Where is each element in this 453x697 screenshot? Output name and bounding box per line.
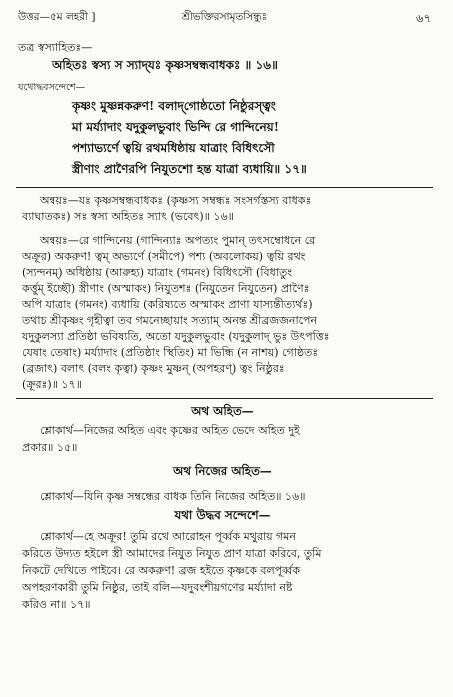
anvaya-17-line-3: (স্যন্দনম্‌) অধিষ্ঠায় (আরুহ্য) যাত্রাং (গমনং) বিধিৎসৌ (বিধাতুং: [22, 266, 292, 279]
shlokartha-17-line-4: অপহরণকারী তুমি নিষ্ঠুর, তাই বলি—যদুবংশীয়গণের মর্য্যাদা নষ্ট: [22, 581, 293, 594]
anvaya-17-line-4: কর্ত্তুম্‌ ইচ্ছৌ) স্ত্রীণাং (অস্মাকং) নিযুতশঃ (নিযুতেন নিযুতেন) প্রাণৈঃ: [22, 282, 310, 295]
shlokartha-17-line-1: শ্লোকার্থ—হে অক্রূর! তুমি রথে আরোহন পূর্ব্বক মথুরায় গমন: [40, 530, 296, 543]
anvaya-17-line-1: অন্বয়ঃ—রে গান্দিনেয় (গান্দিন্যাঃ অপত্যং পুমান্‌ তৎসম্বোধনে রে: [40, 234, 316, 247]
shlokartha-17-line-5: করিও না॥ ১৭॥: [22, 598, 91, 611]
shlokartha-16: শ্লোকার্থ—যিনি কৃষ্ণ সম্বন্ধের বাধক তিনি নিজের অহিত॥ ১৬॥: [40, 490, 306, 503]
page-number: ৬৭: [416, 11, 431, 25]
header-title: শ্রীভক্তিরসামৃতসিন্ধুঃ: [181, 11, 268, 23]
divider-top: [16, 187, 433, 188]
shlokartha-17-line-3: নিকটে দেখিতে পাইবে। রে অকরুণ! ব্রজ হইতে কৃষ্ণকে বলপূর্ব্বক: [22, 564, 301, 577]
page-header: [18, 10, 431, 26]
header-chapter: উত্তর—৫ম লহরী ]: [18, 11, 96, 23]
anvaya-17-line-5: অপি যাত্রাং (গমনং) ব্যধায়ি (করিষ্যতে অস্মাকং প্রাণা যাস্যন্তীত্যর্থঃ): [22, 298, 313, 311]
anvaya-17-line-10: (ক্রূরঃ)॥ ১৭॥: [22, 378, 82, 391]
anvaya-16-line-2: ব্যাঘাতকঃ) সঃ স্বস্য অহিতঃ স্যাৎ (ভবেৎ)॥ ১৬॥: [22, 210, 234, 223]
verse-intro-2: যথোদ্ধবসন্দেশে—: [18, 82, 86, 93]
heading-uddhava-sandesh: যথা উদ্ধব সন্দেশে—: [174, 508, 271, 522]
shlokartha-15-line-2: প্রকার॥ ১৫॥: [22, 441, 78, 454]
anvaya-17-line-9: (ব্রজাৎ) বলাৎ (বলং কৃত্বা) কৃষ্ণং মুষ্ণন্‌ (অপহরণ্‌) ত্বং নিষ্ঠুরঃ: [22, 362, 285, 375]
anvaya-17-line-2: অক্রূর) অকরুণ! ত্বম্‌ অভ্যর্ণে (সমীপে) পশ্য (অবলোকয়) ত্বয়ি রথং: [22, 250, 306, 263]
verse-17-line-4: স্ত্রীণাং প্রাণৈরপি নিযুতশো হন্ত যাত্রা ব্যধায়ি॥ ১৭॥: [72, 162, 307, 176]
anvaya-17-line-8: যেষাং তেষাং) মর্য্যাদাং (প্রতিষ্ঠাং স্থিতিং) মা ভিন্ধি (ন নাশয়) গোষ্ঠতঃ: [22, 346, 319, 359]
verse-17-line-2: মা মর্য্যাদাং যদুকুলভুবাং ভিন্দি রে গান্দিনেয়!: [72, 120, 279, 134]
shlokartha-17-line-2: করিতে উদ্যত হইলে স্ত্রী আমাদের নিযুত নিযুত প্রাণ যাত্রা করিবে, তুমি: [22, 547, 322, 560]
heading-ahita: অথ অহিত—: [191, 404, 254, 418]
shlokartha-15-line-1: শ্লোকার্থ—নিজের অহিত এবং কৃষ্ণের অহিত ভেদে অহিত দুই: [40, 424, 300, 437]
divider-bottom: [16, 398, 433, 399]
anvaya-16-line-1: অন্বয়ঃ—যঃ কৃষ্ণসম্বন্ধবাধকঃ (কৃষ্ণস্য সম্বন্ধঃ সংসর্গস্তস্য বাধকঃ: [40, 194, 312, 207]
verse-17-line-3: পশ্যাভ্যর্ণে ত্বয়ি রথমধিষ্ঠায় যাত্রাং বিধিৎসৌ: [72, 141, 275, 155]
heading-nijer-ahita: অথ নিজের অহিত—: [173, 464, 272, 478]
verse-16: অহিতঃ স্বস্য স স্যাদ্‌যঃ কৃষ্ণসম্বন্ধবাধকঃ ॥ ১৬॥: [52, 58, 278, 72]
anvaya-17-line-6: তথাচ শ্রীকৃষ্ণং গৃহীত্বা তব গমনেচ্ছায়াং সত্যাম্‌ অনন্ত শ্রীব্রজজনাপেন: [22, 314, 318, 327]
verse-intro: তত্র স্বস্যাহিতঃ—: [18, 41, 93, 54]
verse-17-line-1: কৃষ্ণং মুষ্ণন্নকরুণ! বলাদ্‌গোষ্ঠতো নিষ্ঠুরস্ত্বং: [72, 99, 276, 113]
anvaya-17-line-7: যদুকুলস্যা প্রতিষ্ঠা ভবিষ্যতি, অতো যদুকুলভুবাং (যদুকুলাদ্‌ ভুঃ উৎপত্তিঃ: [22, 330, 330, 343]
